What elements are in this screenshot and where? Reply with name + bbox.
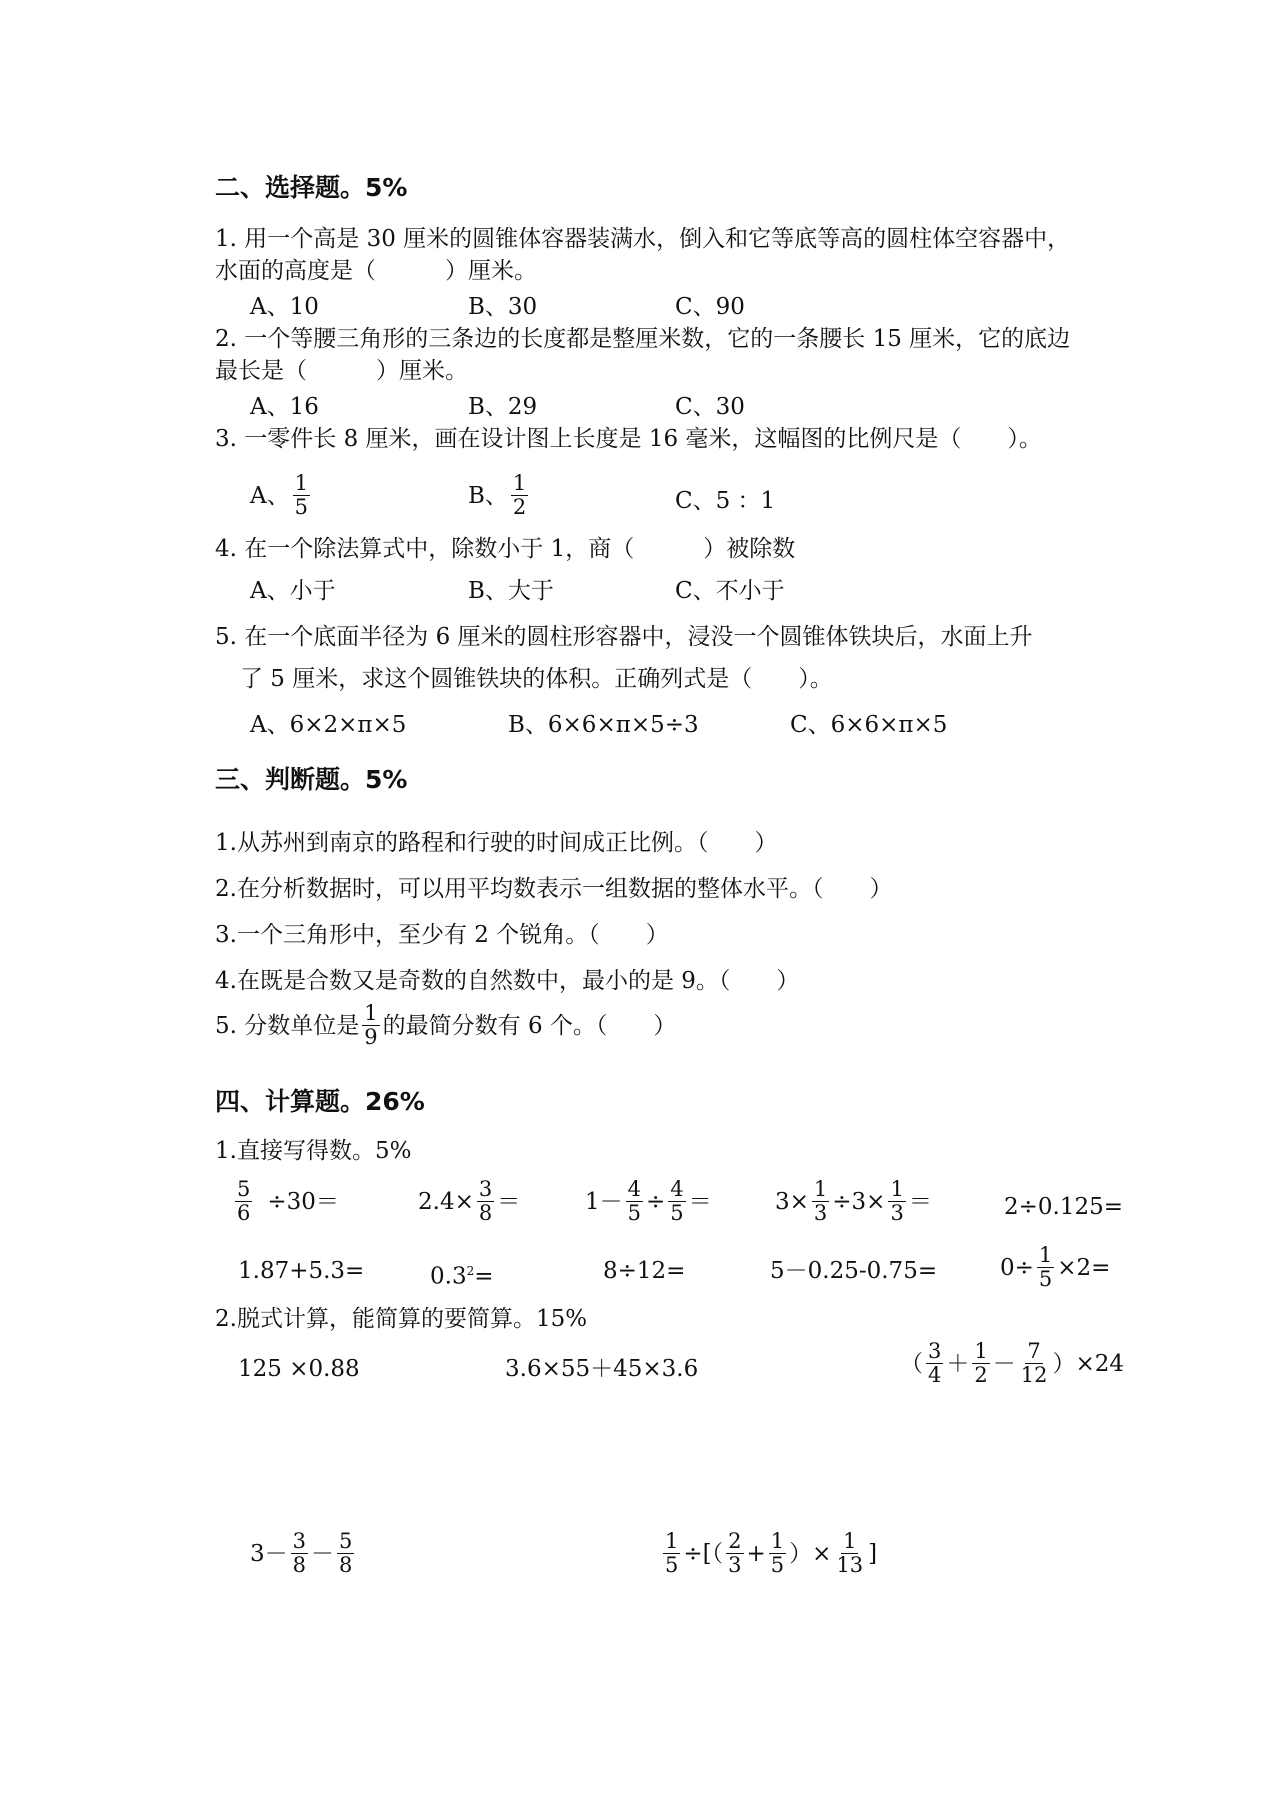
section-heading-choice: 二、选择题。5% xyxy=(215,173,408,202)
choice-q4-line1: 4. 在一个除法算式中，除数小于 1，商（ ）被除数 xyxy=(215,536,796,562)
calc-direct-7: $0.3^2=$ xyxy=(430,1263,494,1290)
judge-item-4: 4.在既是合数又是奇数的自然数中，最小的是 9。（ ） xyxy=(215,968,800,994)
choice-q3-option-a xyxy=(250,472,313,519)
calc-direct-2: 2.4× $\frac{3}{8}$ ＝ xyxy=(418,1177,521,1225)
choice-q1-option-a: A、10 xyxy=(250,294,319,320)
fraction: $\frac{3}{8}$ xyxy=(478,1177,493,1225)
calc-direct-5: 2÷0.125= xyxy=(1004,1194,1124,1220)
fraction: $\frac{1}{5}$ xyxy=(1038,1243,1053,1291)
section-heading-judge: 三、判断题。5% xyxy=(215,765,408,794)
fraction: $\frac{1}{2}$ xyxy=(974,1339,988,1387)
calc-direct-title: 1.直接写得数。5% xyxy=(215,1138,412,1164)
choice-q1-line1: 1. 用一个高是 30 厘米的圆锥体容器装满水，倒入和它等底等高的圆柱体空容器中， xyxy=(215,226,1071,252)
calc-direct-8: 8÷12= xyxy=(603,1258,686,1284)
choice-q5-option-b: B、6×6×π×5÷3 xyxy=(508,712,699,738)
choice-q4-option-a: A、小于 xyxy=(250,578,336,604)
option-label: A、 xyxy=(250,482,290,509)
fraction: $\frac{4}{5}$ xyxy=(627,1177,642,1225)
calc-step-1: 125 ×0.88 xyxy=(238,1356,360,1382)
fraction: $\frac{3}{4}$ xyxy=(928,1339,942,1387)
choice-q2-line1: 2. 一个等腰三角形的三条边的长度都是整厘米数，它的一条腰长 15 厘米，它的底边 xyxy=(215,326,1071,352)
choice-q3-option-b xyxy=(468,472,531,519)
choice-q2-option-a: A、16 xyxy=(250,394,319,420)
choice-q5-option-a: A、6×2×π×5 xyxy=(250,712,407,738)
fraction: $\frac{2}{3}$ xyxy=(728,1529,742,1577)
calc-direct-1: $\frac{5}{6}$ ÷30＝ xyxy=(237,1177,339,1225)
fraction: $\frac{3}{8}$ xyxy=(292,1529,307,1577)
section-heading-calc: 四、计算题。26% xyxy=(215,1087,425,1116)
fraction: $\frac{7}{12}$ xyxy=(1020,1339,1048,1387)
calc-step-title: 2.脱式计算，能简算的要简算。15% xyxy=(215,1306,588,1332)
choice-q4-option-c: C、不小于 xyxy=(675,578,785,604)
judge-item-3: 3.一个三角形中，至少有 2 个锐角。（ ） xyxy=(215,922,669,948)
choice-q2-option-b: B、29 xyxy=(468,394,538,420)
calc-direct-4: 3× $\frac{1}{3}$ ÷3× $\frac{1}{3}$ ＝ xyxy=(775,1177,932,1225)
choice-q1-option-c: C、90 xyxy=(675,294,745,320)
judge-item-5: 5. 分数单位是 $\frac{1}{9}$ 的最简分数有 6 个。（ ） xyxy=(215,1001,677,1049)
judge-item-2: 2.在分析数据时，可以用平均数表示一组数据的整体水平。（ ） xyxy=(215,876,893,902)
choice-q5-option-c: C、6×6×π×5 xyxy=(790,712,948,738)
choice-q5-line1: 5. 在一个底面半径为 6 厘米的圆柱形容器中，浸没一个圆锥体铁块后，水面上升 xyxy=(215,624,1033,650)
calc-step-5: $\frac{1}{5}$ ÷[（ $\frac{2}{3}$ + $\frac{1}{5}$ ）× $\frac{1}{13}$ ] xyxy=(665,1529,878,1577)
calc-direct-9: 5－0.25-0.75= xyxy=(770,1258,938,1284)
choice-q1-option-b: B、30 xyxy=(468,294,538,320)
calc-step-2: 3.6×55＋45×3.6 xyxy=(505,1356,699,1382)
fraction: $\frac{1}{13}$ xyxy=(836,1529,864,1577)
choice-q2-option-c: C、30 xyxy=(675,394,745,420)
fraction: $\frac{5}{8}$ xyxy=(339,1529,353,1577)
fraction: $\frac{4}{5}$ xyxy=(670,1177,684,1225)
fraction: $\frac{1}{3}$ xyxy=(890,1177,904,1225)
fraction: $\frac{1}{3}$ xyxy=(813,1177,828,1225)
fraction: $\frac{1}{5}$ xyxy=(665,1529,679,1577)
fraction: $\frac{1}{5}$ xyxy=(770,1529,785,1577)
calc-direct-10: 0÷ $\frac{1}{5}$ ×2= xyxy=(1000,1243,1111,1291)
calc-step-4: 3－ $\frac{3}{8}$ － $\frac{5}{8}$ xyxy=(250,1529,353,1577)
fraction: $\frac{1}{9}$ xyxy=(364,1001,378,1049)
choice-q4-option-b: B、大于 xyxy=(468,578,554,604)
fraction: $\frac{1}{2}$ xyxy=(512,471,527,519)
option-label: B、 xyxy=(468,482,508,509)
calc-direct-3: 1－ $\frac{4}{5}$ ÷ $\frac{4}{5}$ ＝ xyxy=(585,1177,712,1225)
judge-item-1: 1.从苏州到南京的路程和行驶的时间成正比例。（ ） xyxy=(215,830,778,856)
calc-direct-6: 1.87+5.3= xyxy=(238,1258,365,1284)
choice-q1-line2: 水面的高度是（ ）厘米。 xyxy=(215,258,537,284)
choice-q5-line2: 了 5 厘米，求这个圆锥铁块的体积。正确列式是（ ）。 xyxy=(240,666,833,692)
choice-q3-option-c: C、5 ：1 xyxy=(675,488,776,514)
fraction: $\frac{1}{5}$ xyxy=(294,471,308,519)
fraction: $\frac{5}{6}$ xyxy=(237,1177,251,1225)
choice-q3-line1: 3. 一零件长 8 厘米，画在设计图上长度是 16 毫米，这幅图的比例尺是（ ）。 xyxy=(215,426,1042,452)
calc-step-3: （ $\frac{3}{4}$ ＋ $\frac{1}{2}$ － $\frac{7}{12}$ ）×24 xyxy=(900,1339,1125,1387)
choice-q2-line2: 最长是（ ）厘米。 xyxy=(215,358,468,384)
